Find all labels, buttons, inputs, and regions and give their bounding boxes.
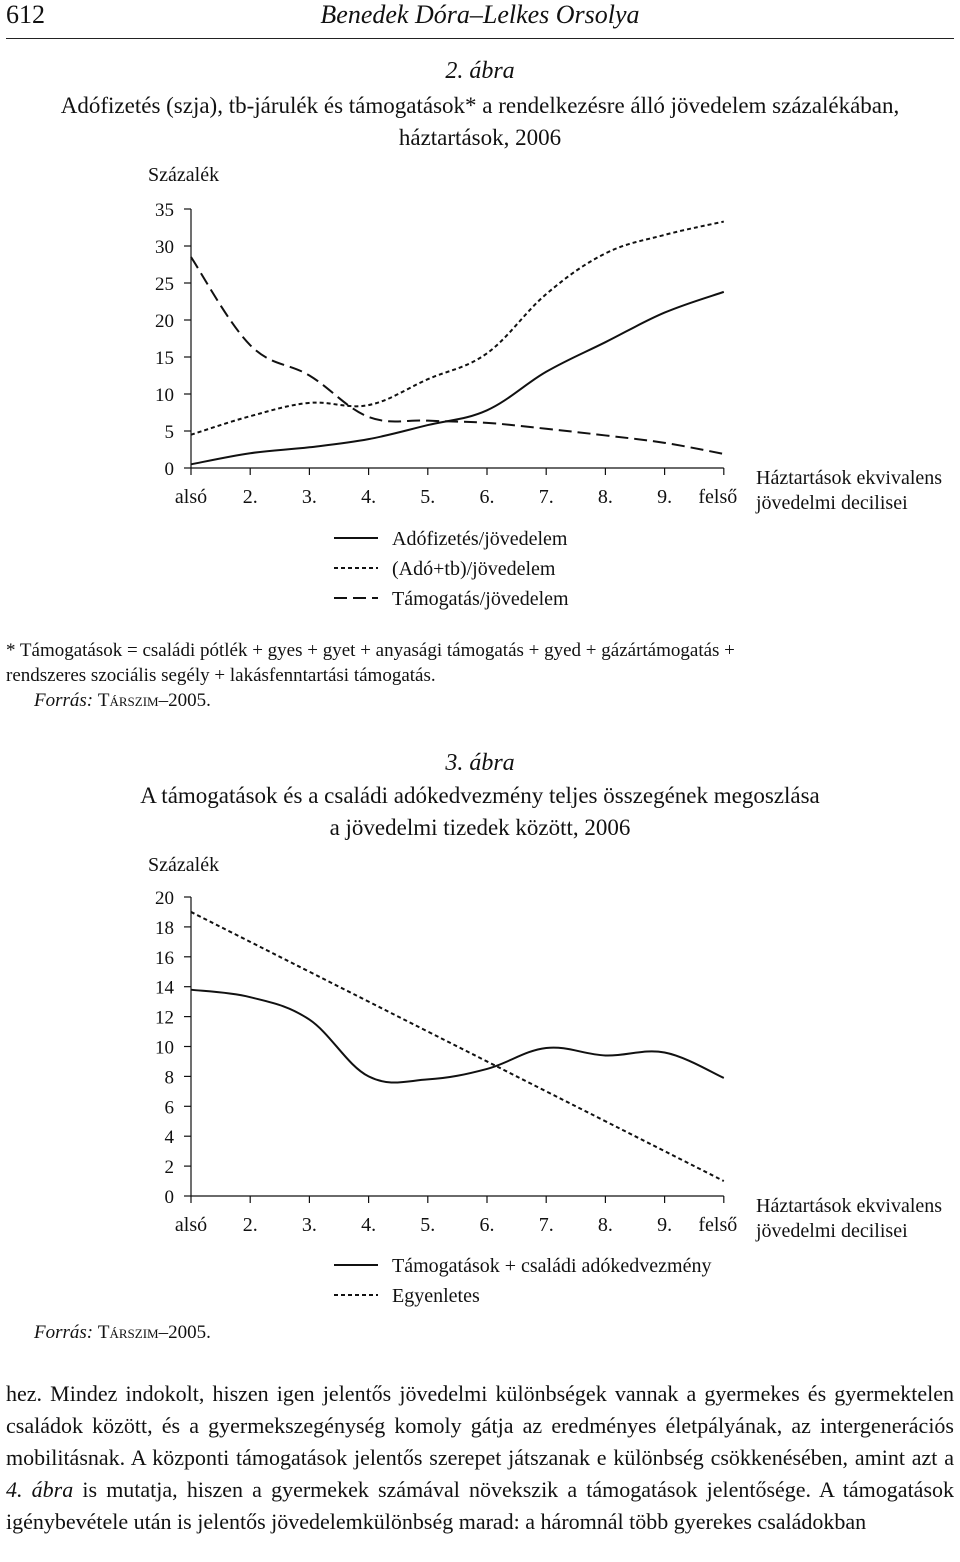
x-tick-label: 3. — [301, 1214, 317, 1236]
y-tick-label: 0 — [164, 459, 174, 480]
y-tick-label: 5 — [164, 422, 174, 443]
legend-label-1: Adófizetés/jövedelem — [392, 528, 568, 550]
y-axis-label: Százalék — [148, 854, 220, 876]
figure3-chart — [0, 845, 960, 1315]
y-tick-label: 10 — [155, 385, 174, 406]
figure3-title-line1: A támogatások és a családi adókedvezmény teljes összegének megoszlása — [140, 783, 820, 808]
x-tick-label: 7. — [538, 486, 554, 508]
y-tick-label: 20 — [155, 888, 174, 909]
x-axis-label-line1: Háztartások ekvivalens — [756, 1195, 943, 1217]
body-text-part2: is mutatja, hiszen a gyermekek számával növekszik a támogatások jelentősége. A támogatások igénybevétele után is jelentős jövedelemkülönbség marad: a háromnál több gyerekes családokban — [6, 1477, 955, 1534]
source-value: Társzim–2005. — [97, 1322, 211, 1343]
figure2-title-line1: Adófizetés (szja), tb-járulék és támogatások* a rendelkezésre álló jövedelem százalékában, — [60, 93, 900, 118]
figure2-title-line2: háztartások, 2006 — [398, 125, 562, 150]
figure3-source — [34, 1322, 211, 1344]
footnote-line1: * Támogatások = családi pótlék + gyes + gyet + anyasági támogatás + gyed + gázártámogatás + — [6, 640, 735, 661]
figure-reference: 4. ábra — [6, 1477, 74, 1502]
x-tick-label: 6. — [479, 486, 495, 508]
running-head: Benedek Dóra–Lelkes Orsolya — [320, 0, 640, 29]
series-line-2 — [191, 222, 724, 435]
y-tick-label: 12 — [155, 1007, 174, 1029]
x-tick-label: 5. — [420, 486, 436, 508]
figure2-chart — [0, 155, 960, 625]
x-axis-label-line2: jövedelmi decilisei — [756, 492, 908, 514]
x-tick-label: alsó — [174, 1214, 208, 1236]
x-tick-label: 6. — [479, 1214, 495, 1236]
y-tick-label: 15 — [155, 348, 174, 369]
figure2-label: 2. ábra — [445, 58, 515, 84]
x-tick-label: 4. — [361, 486, 377, 508]
footnote-line2: rendszeres szociális segély + lakásfenntartási támogatás. — [6, 665, 436, 686]
x-axis-label-line1: Háztartások ekvivalens — [756, 467, 943, 489]
x-tick-label: 2. — [242, 486, 258, 508]
y-tick-label: 20 — [155, 311, 174, 332]
x-tick-label: 8. — [597, 1214, 613, 1236]
x-tick-label: 3. — [301, 486, 317, 508]
series-line-2 — [191, 912, 724, 1181]
series-line-1 — [191, 292, 724, 464]
figure3-label: 3. ábra — [445, 750, 515, 776]
y-tick-label: 8 — [164, 1067, 174, 1089]
x-tick-label: 8. — [597, 486, 613, 508]
source-label: Forrás: — [34, 690, 94, 711]
body-paragraph — [6, 1378, 954, 1538]
x-tick-label: felső — [698, 1214, 738, 1236]
y-tick-label: 25 — [155, 274, 174, 295]
y-tick-label: 16 — [155, 947, 174, 969]
figure2-footnote — [6, 638, 954, 688]
legend-label-3: Támogatás/jövedelem — [392, 588, 569, 610]
x-tick-label: 5. — [420, 1214, 436, 1236]
y-tick-label: 0 — [164, 1187, 174, 1208]
x-tick-label: felső — [698, 486, 738, 508]
legend-label-2: Egyenletes — [392, 1285, 480, 1307]
y-tick-label: 10 — [155, 1037, 174, 1059]
x-axis-label-line2: jövedelmi decilisei — [756, 1220, 908, 1242]
legend-label-2: (Adó+tb)/jövedelem — [392, 558, 556, 580]
x-tick-label: alsó — [174, 486, 208, 508]
x-tick-label: 9. — [657, 486, 673, 508]
y-tick-label: 4 — [164, 1127, 174, 1149]
y-axis-label: Százalék — [148, 164, 220, 186]
x-tick-label: 2. — [242, 1214, 258, 1236]
y-tick-label: 14 — [155, 977, 174, 999]
x-tick-label: 4. — [361, 1214, 377, 1236]
series-line-3 — [191, 257, 724, 454]
x-tick-label: 7. — [538, 1214, 554, 1236]
y-tick-label: 35 — [155, 200, 174, 221]
header-rule — [6, 38, 954, 39]
y-tick-label: 6 — [164, 1097, 174, 1119]
source-value: Társzim–2005. — [97, 690, 211, 711]
source-label: Forrás: — [34, 1322, 94, 1343]
legend-label-1: Támogatások + családi adókedvezmény — [392, 1255, 712, 1277]
y-tick-label: 30 — [155, 237, 174, 258]
page-number: 612 — [6, 0, 45, 29]
series-line-1 — [191, 990, 724, 1083]
body-text-part1: hez. Mindez indokolt, hiszen igen jelentős jövedelmi különbségek vannak a gyermekes és gyermektelen családok között, és a gyermekszegénység komoly gátja az eredményes életpályának, az intergenerációs mobilitásnak. A központi támogatások jelentős szerepet játszanak e különbség csökkenésében, amint azt a — [6, 1381, 954, 1470]
figure3-title — [20, 780, 940, 844]
y-tick-label: 18 — [155, 917, 174, 939]
x-tick-label: 9. — [657, 1214, 673, 1236]
figure2-source — [34, 690, 211, 712]
figure3-title-line2: a jövedelmi tizedek között, 2006 — [329, 815, 631, 840]
page-header — [0, 0, 960, 40]
figure2-title — [20, 90, 940, 154]
y-tick-label: 2 — [164, 1157, 174, 1179]
